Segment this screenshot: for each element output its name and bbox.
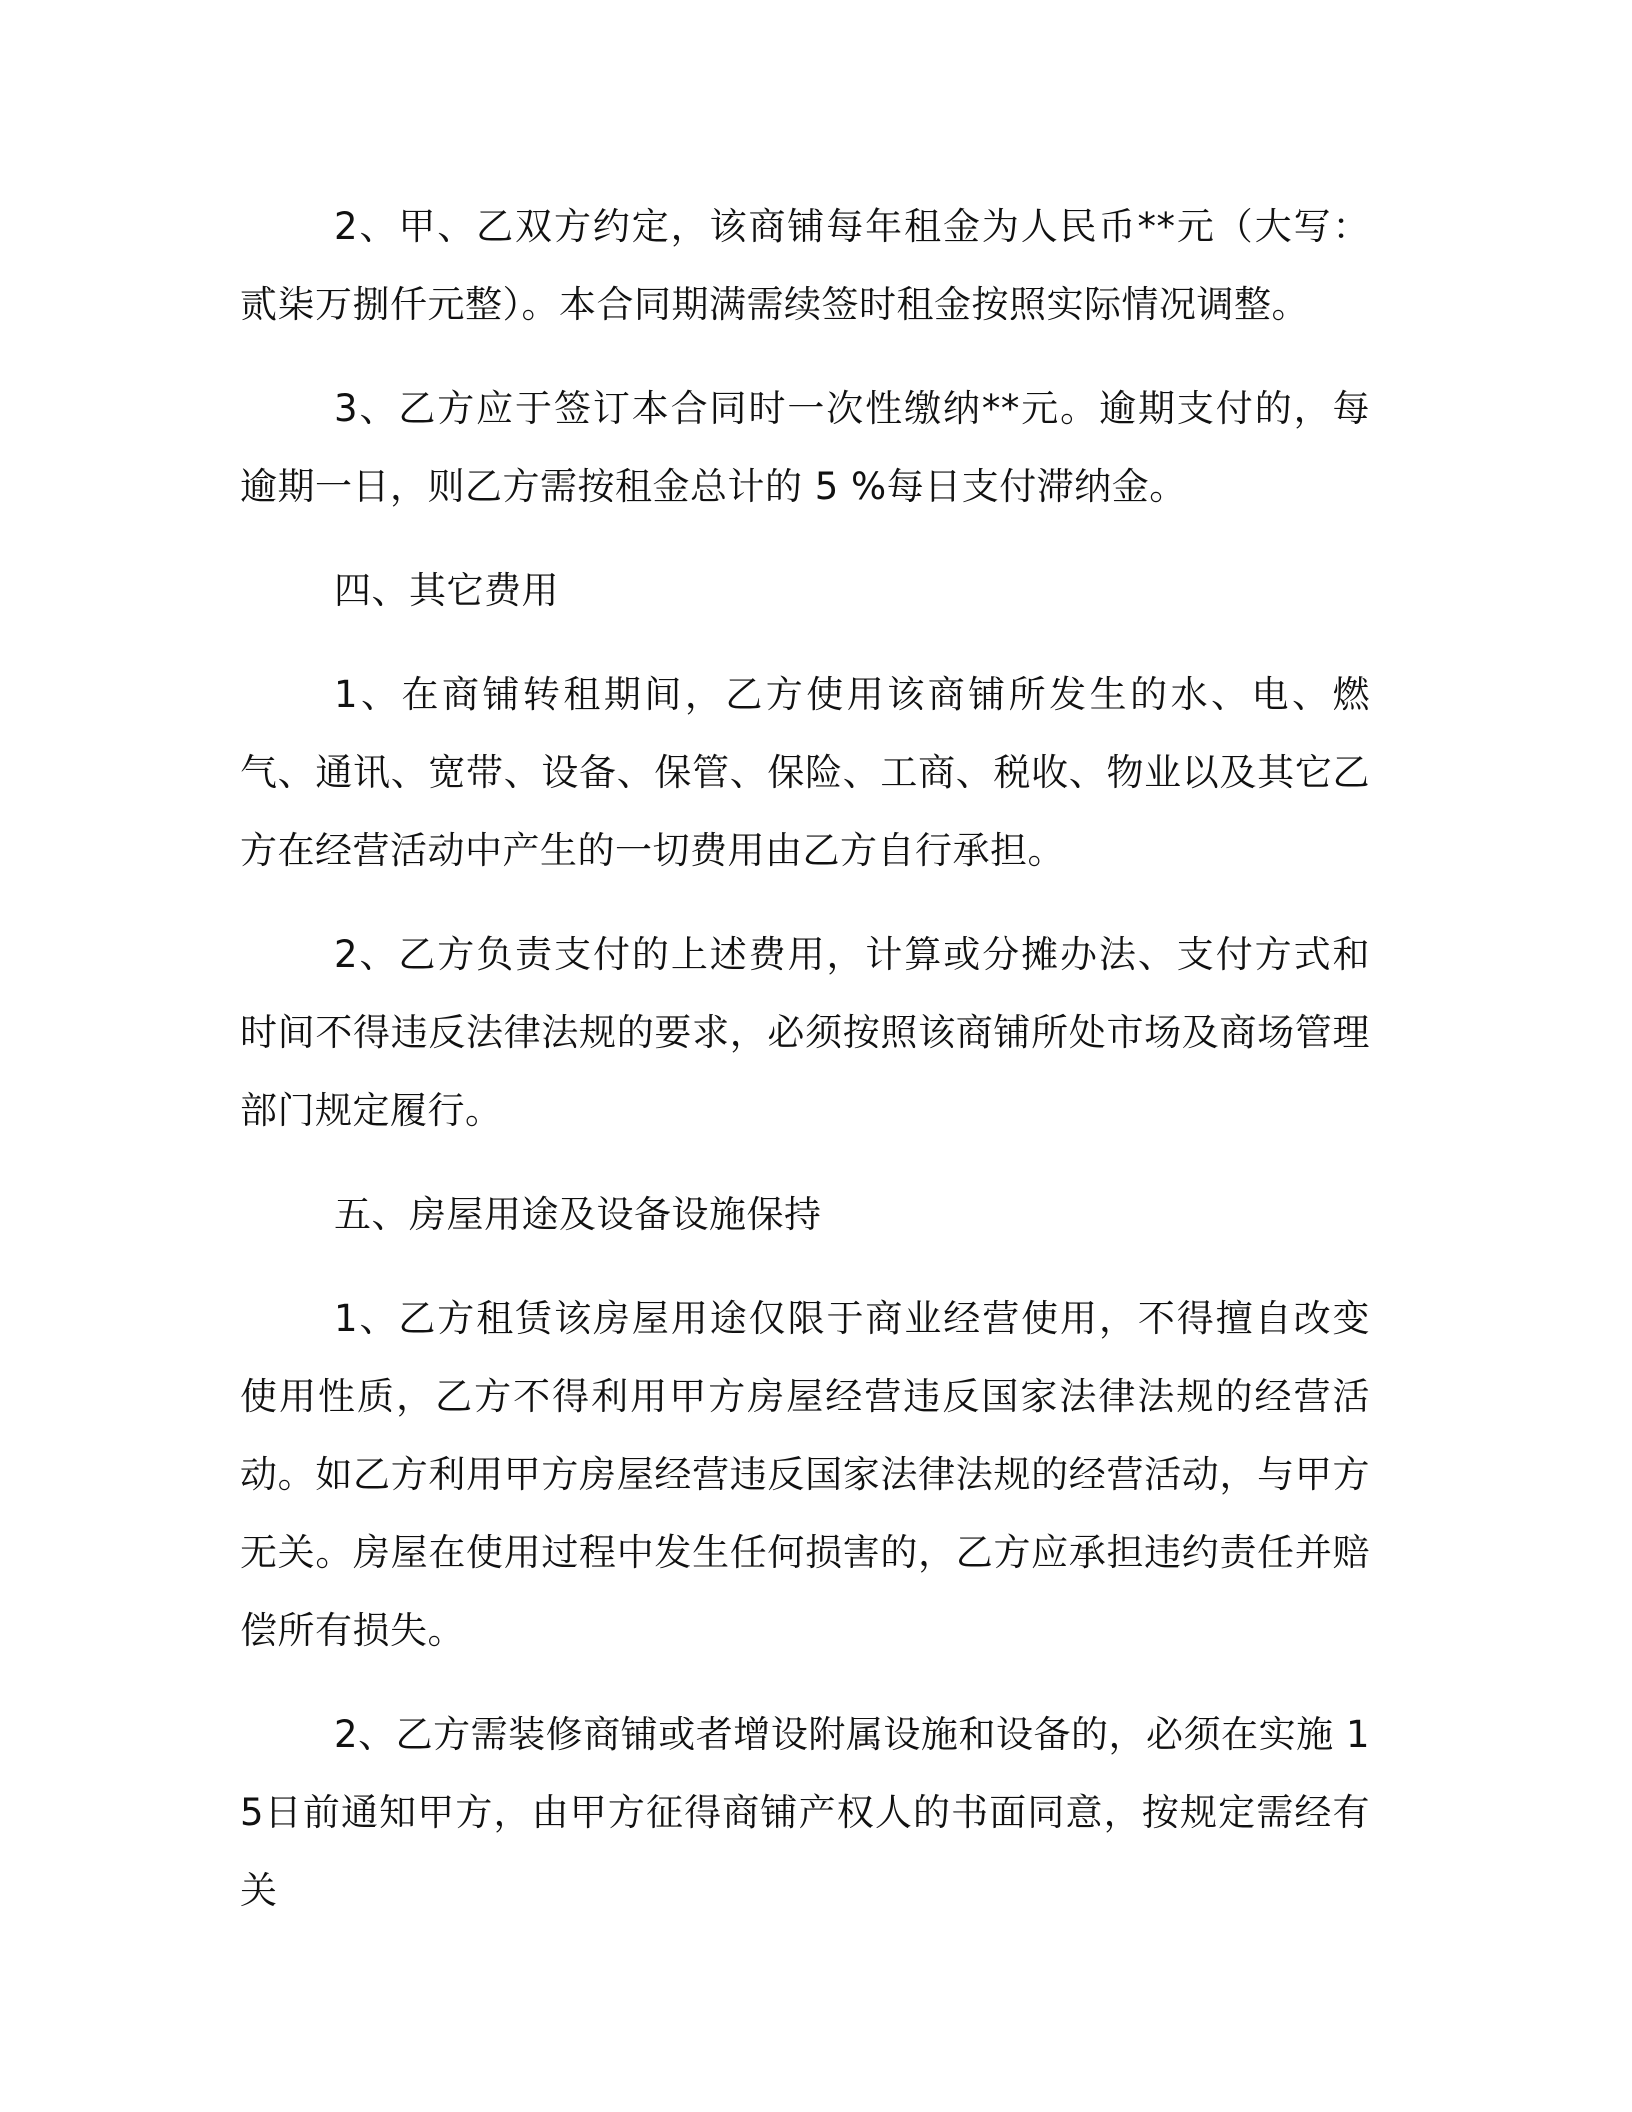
paragraph-payment-deadline: 3、乙方应于签订本合同时一次性缴纳**元。逾期支付的，每逾期一日，则乙方需按租金总计的 5 %每日支付滞纳金。 bbox=[240, 387, 1370, 508]
section-heading-usage-and-facilities: 五、房屋用途及设备设施保持 bbox=[334, 1193, 822, 1236]
paragraph-fees-borne-by-tenant: 1、在商铺转租期间，乙方使用该商铺所发生的水、电、燃气、通讯、宽带、设备、保管、保险、工商、税收、物业以及其它乙方在经营活动中产生的一切费用由乙方自行承担。 bbox=[240, 673, 1370, 872]
document-body bbox=[240, 188, 1370, 1956]
paragraph-renovation-notice: 2、乙方需装修商铺或者增设附属设施和设备的，必须在实施 15日前通知甲方，由甲方征得商铺产权人的书面同意，按规定需经有关 bbox=[240, 1713, 1370, 1912]
section-heading-other-fees: 四、其它费用 bbox=[334, 569, 559, 612]
paragraph-fee-calculation: 2、乙方负责支付的上述费用，计算或分摊办法、支付方式和时间不得违反法律法规的要求，必须按照该商铺所处市场及商场管理部门规定履行。 bbox=[240, 933, 1370, 1132]
paragraph-rent-amount: 2、甲、乙双方约定，该商铺每年租金为人民币**元（大写：贰柒万捌仟元整）。本合同期满需续签时租金按照实际情况调整。 bbox=[240, 205, 1370, 326]
paragraph-usage-restriction: 1、乙方租赁该房屋用途仅限于商业经营使用，不得擅自改变使用性质，乙方不得利用甲方房屋经营违反国家法律法规的经营活动。如乙方利用甲方房屋经营违反国家法律法规的经营活动，与甲方无关。房屋在使用过程中发生任何损害的，乙方应承担违约责任并赔偿所有损失。 bbox=[240, 1297, 1370, 1652]
